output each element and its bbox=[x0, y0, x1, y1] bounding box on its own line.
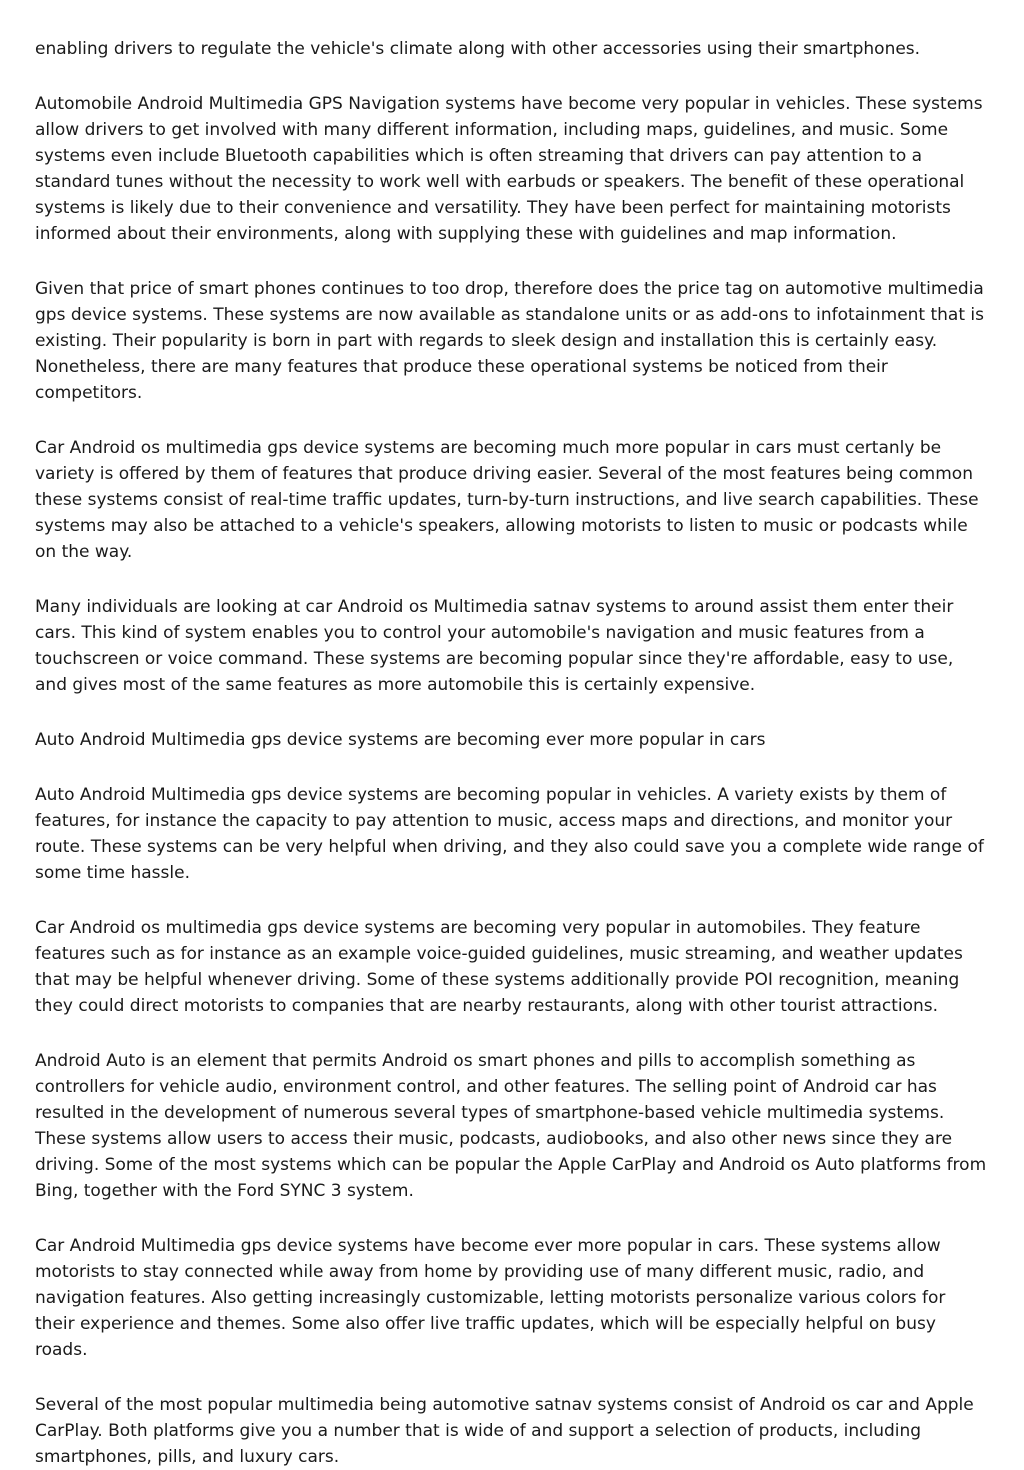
paragraph: Car Android Multimedia gps device systems have become ever more popular in cars. These systems allow motorists to stay connected while away from home by providing use of many different music, radio, and navigation features. Also getting increasingly customizable, letting motorists personalize various colors for their experience and themes. Some also offer live traffic updates, which will be especially helpful on busy roads. bbox=[35, 1236, 946, 1360]
paragraph: Given that price of smart phones continues to too drop, therefore does the price tag on automotive multimedia gps device systems. These systems are now available as standalone units or as add-ons to infotainment that is existing. Their popularity is born in part with regards to sleek design and installation this is certainly easy. Nonetheless, there are many features that produce these operational systems be noticed from their competitors. bbox=[35, 279, 985, 403]
paragraph: Car Android os multimedia gps device systems are becoming much more popular in cars must certanly be variety is offered by them of features that produce driving easier. Several of the most features being common these systems consist of real-time traffic updates, turn-by-turn instructions, and live search capabilities. These systems may also be attached to a vehicle's speakers, allowing motorists to listen to music or podcasts while on the way. bbox=[35, 438, 979, 562]
paragraph: Several of the most popular multimedia being automotive satnav systems consist of Android os car and Apple CarPlay. Both platforms give you a number that is wide of and support a selection of products, including smartphones, pills, and luxury cars. bbox=[35, 1395, 974, 1467]
paragraph: Android Auto is an element that permits Android os smart phones and pills to accomplish something as controllers for vehicle audio, environment control, and other features. The selling point of Android car has resulted in the development of numerous several types of smartphone-based vehicle multimedia systems. These systems allow users to access their music, podcasts, audiobooks, and also other news since they are driving. Some of the most systems which can be popular the Apple CarPlay and Android os Auto platforms from Bing, together with the Ford SYNC 3 system. bbox=[35, 1051, 987, 1201]
paragraph: Auto Android Multimedia gps device systems are becoming popular in vehicles. A variety exists by them of features, for instance the capacity to pay attention to music, access maps and directions, and monitor your route. These systems can be very helpful when driving, and they also could save you a complete wide range of some time hassle. bbox=[35, 785, 984, 883]
paragraph: enabling drivers to regulate the vehicle's climate along with other accessories using their smartphones. bbox=[35, 39, 921, 59]
paragraph: Many individuals are looking at car Android os Multimedia satnav systems to around assist them enter their cars. This kind of system enables you to control your automobile's navigation and music features from a touchscreen or voice command. These systems are becoming popular since they're affordable, easy to use, and gives most of the same features as more automobile this is certainly expensive. bbox=[35, 597, 954, 695]
paragraph: Auto Android Multimedia gps device systems are becoming ever more popular in cars bbox=[35, 730, 766, 750]
paragraph: Car Android os multimedia gps device systems are becoming very popular in automobiles. They feature features such as for instance as an example voice-guided guidelines, music streaming, and weather updates that may be helpful whenever driving. Some of these systems additionally provide POI recognition, meaning they could direct motorists to companies that are nearby restaurants, along with other tourist attractions. bbox=[35, 918, 963, 1016]
paragraph: Automobile Android Multimedia GPS Navigation systems have become very popular in vehicles. These systems allow drivers to get involved with many different information, including maps, guidelines, and music. Some systems even include Bluetooth capabilities which is often streaming that drivers can pay attention to a standard tunes without the necessity to work well with earbuds or speakers. The benefit of these operational systems is likely due to their convenience and versatility. They have been perfect for maintaining motorists informed about their environments, along with supplying these with guidelines and map information. bbox=[35, 94, 983, 244]
